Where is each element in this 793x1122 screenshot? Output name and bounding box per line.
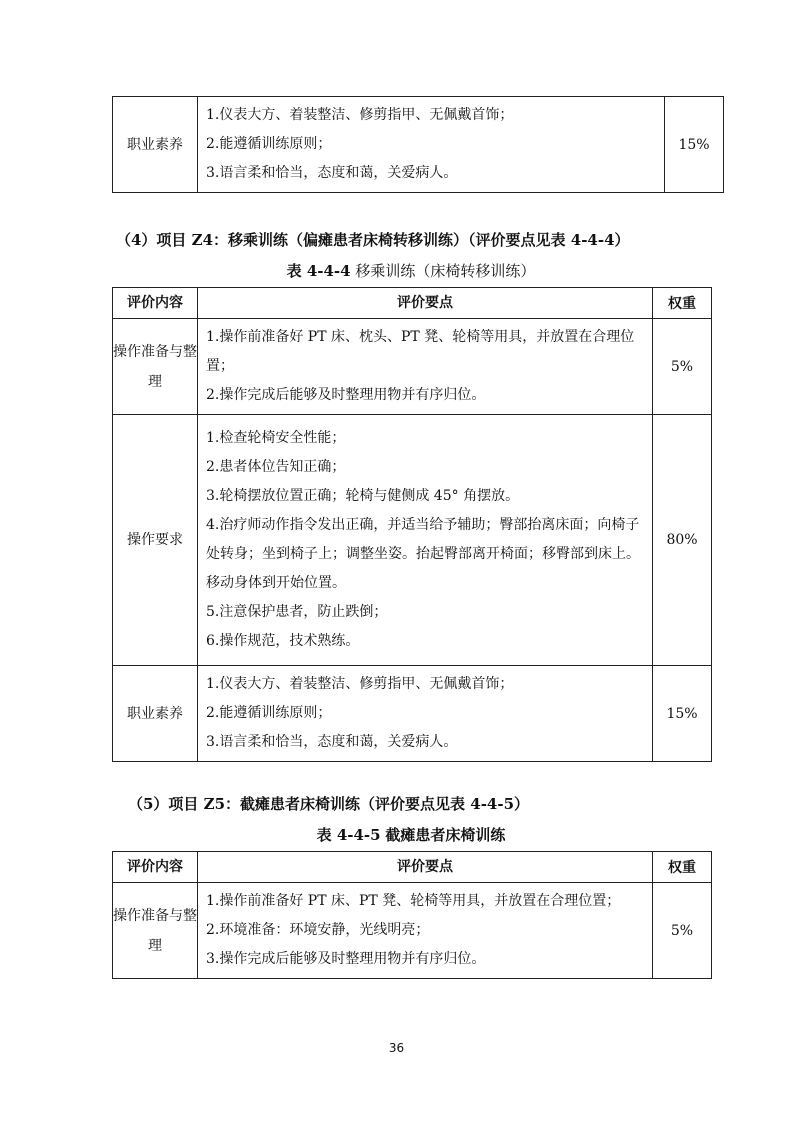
point-item: 2.患者体位告知正确； [206, 459, 346, 475]
table-row [113, 415, 712, 666]
header-weight: 权重 [653, 852, 712, 883]
table-row [113, 883, 712, 979]
header-points: 评价要点 [198, 288, 653, 319]
points-cell [198, 319, 653, 415]
category-cell: 操作准备与整理 [113, 883, 198, 979]
point-item: 1.仪表大方、着装整洁、修剪指甲、无佩戴首饰； [206, 107, 514, 123]
point-item: 1.操作前准备好 PT 床、枕头、PT 凳、轮椅等用具，并放置在合理位置； [206, 329, 635, 374]
weight-cell: 15% [665, 97, 724, 193]
table-row [113, 97, 724, 193]
table-caption [112, 260, 710, 281]
table-continued [112, 96, 724, 193]
point-item: 3.语言柔和恰当，态度和蔼，关爱病人。 [206, 734, 458, 750]
category-cell: 职业素养 [113, 666, 198, 762]
point-item: 5.注意保护患者，防止跌倒； [206, 604, 388, 620]
section-title: （4）项目 Z4：移乘训练（偏瘫患者床椅转移训练）（评价要点见表 4-4-4） [116, 231, 630, 249]
table-caption [112, 824, 710, 845]
points-cell [198, 97, 665, 193]
category-cell: 职业素养 [113, 97, 198, 193]
point-item: 2.能遵循训练原则； [206, 705, 332, 721]
weight-cell: 15% [653, 666, 712, 762]
points-cell [198, 415, 653, 666]
header-category: 评价内容 [113, 852, 198, 883]
section-title: （5）项目 Z5：截瘫患者床椅训练（评价要点见表 4-4-5） [128, 795, 530, 813]
table-4-4-5 [112, 851, 712, 979]
header-category: 评价内容 [113, 288, 198, 319]
weight-cell: 5% [653, 319, 712, 415]
table-row [113, 319, 712, 415]
point-item: 3.语言柔和恰当，态度和蔼，关爱病人。 [206, 165, 458, 181]
point-item: 2.环境准备：环境安静，光线明亮； [206, 922, 430, 938]
table-header-row [113, 852, 712, 883]
table-header-row [113, 288, 712, 319]
table-caption-text: 截瘫患者床椅训练 [385, 826, 506, 844]
point-item: 4.治疗师动作指令发出正确，并适当给予辅助；臀部抬离床面；向椅子处转身；坐到椅子上；调整坐姿。抬起臀部离开椅面；移臀部到床上。移动身体到开始位置。 [206, 517, 640, 591]
points-cell [198, 666, 653, 762]
weight-cell: 5% [653, 883, 712, 979]
point-item: 1.操作前准备好 PT 床、PT 凳、轮椅等用具，并放置在合理位置； [206, 893, 621, 909]
point-item: 3.操作完成后能够及时整理用物并有序归位。 [206, 951, 486, 967]
table-caption-text: 移乘训练（床椅转移训练） [355, 262, 536, 280]
weight-cell: 80% [653, 415, 712, 666]
category-cell: 操作要求 [113, 415, 198, 666]
points-cell [198, 883, 653, 979]
table-caption-number: 表 4-4-4 [286, 262, 351, 280]
page-number: 36 [388, 1041, 405, 1055]
point-item: 2.能遵循训练原则； [206, 136, 332, 152]
category-cell: 操作准备与整理 [113, 319, 198, 415]
point-item: 1.仪表大方、着装整洁、修剪指甲、无佩戴首饰； [206, 676, 514, 692]
table-row [113, 666, 712, 762]
header-weight: 权重 [653, 288, 712, 319]
point-item: 6.操作规范，技术熟练。 [206, 633, 360, 649]
point-item: 3.轮椅摆放位置正确；轮椅与健侧成 45° 角摆放。 [206, 488, 520, 504]
point-item: 1.检查轮椅安全性能； [206, 430, 346, 446]
table-4-4-4 [112, 287, 712, 762]
point-item: 2.操作完成后能够及时整理用物并有序归位。 [206, 387, 486, 403]
table-caption-number: 表 4-4-5 [316, 826, 381, 844]
header-points: 评价要点 [198, 852, 653, 883]
